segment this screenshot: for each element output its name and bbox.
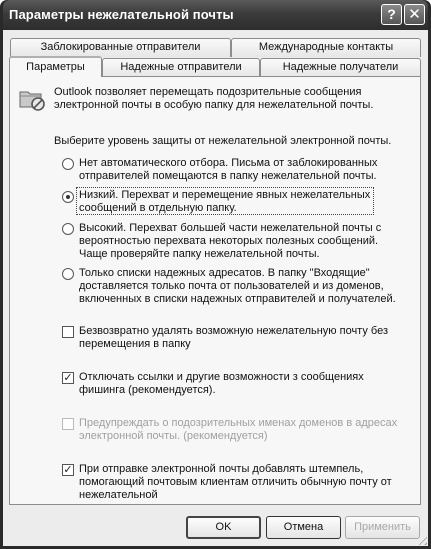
option-line: доставляется только почта от пользователей и из доменов, bbox=[79, 280, 384, 292]
option-line: электронной почты. (рекомендуется) bbox=[79, 430, 268, 442]
option-line: фишинга (рекомендуется). bbox=[79, 384, 216, 396]
option-line: перемещения в папку bbox=[79, 338, 191, 350]
checkbox-disable-phishing-label[interactable] bbox=[79, 371, 364, 397]
tab-label: Параметры bbox=[26, 61, 85, 73]
option-line: При отправке электронной почты добавлять штемпель, bbox=[79, 463, 364, 475]
radio-no-filter[interactable] bbox=[62, 158, 74, 170]
option-line: Только списки надежных адресатов. В папку "Входящие" bbox=[79, 267, 370, 279]
tab-label: Надежные отправители bbox=[120, 61, 242, 73]
tab-options[interactable] bbox=[9, 56, 102, 77]
cancel-button[interactable]: Отмена bbox=[266, 516, 341, 539]
radio-safe-lists-only[interactable] bbox=[62, 268, 74, 280]
option-line: Предупреждать о подозрительных именах доменов в адресах bbox=[79, 417, 398, 429]
radio-high[interactable] bbox=[62, 223, 74, 235]
help-button[interactable]: ? bbox=[381, 4, 402, 25]
radio-low[interactable] bbox=[62, 191, 74, 203]
checkbox-permanently-delete-label[interactable] bbox=[79, 325, 388, 351]
ok-button[interactable]: OK bbox=[186, 516, 261, 539]
option-line: нежелательной bbox=[79, 489, 158, 501]
checkbox-disable-phishing-links[interactable]: ✓ bbox=[63, 372, 73, 384]
tab-label: Международные контакты bbox=[258, 41, 394, 53]
title-bar[interactable] bbox=[3, 0, 428, 30]
folder-block-icon bbox=[19, 87, 47, 111]
radio-safe-lists-label[interactable] bbox=[79, 267, 396, 306]
checkbox-add-postmark[interactable]: ✓ bbox=[63, 464, 73, 476]
option-line: Безвозвратно удалять возможную нежелательную почту без bbox=[79, 325, 388, 337]
intro-line: Outlook позволяет перемещать подозрительные сообщения bbox=[54, 86, 362, 98]
option-line: Отключать ссылки и другие возможности з сообщениях bbox=[79, 371, 364, 383]
window-title: Параметры нежелательной почты bbox=[9, 7, 234, 22]
checkbox-add-postmark-label[interactable] bbox=[79, 463, 392, 502]
checkbox-warn-domains-label bbox=[79, 417, 397, 443]
radio-low-label[interactable] bbox=[79, 189, 370, 215]
tab-international[interactable] bbox=[231, 38, 421, 57]
tab-label: Заблокированные отправители bbox=[40, 41, 201, 53]
option-line: Чаще проверяйте папку нежелательной почты. bbox=[79, 248, 320, 260]
tab-label: Надежные получатели bbox=[282, 61, 399, 73]
option-line: сообщений в отдельную папку. bbox=[79, 202, 237, 214]
intro-line: электронной почты в особую папку для нежелательной почты. bbox=[54, 99, 374, 111]
option-line: отправителей помещаются в папку нежелательной почты. bbox=[79, 170, 377, 182]
checkbox-permanently-delete[interactable] bbox=[62, 326, 74, 338]
tab-safe-recipients[interactable] bbox=[260, 58, 421, 77]
option-line: помогающий почтовым клиентам отличить обычную почту от bbox=[79, 476, 392, 488]
option-line: Высокий. Перехват большей части нежелательной почты с bbox=[79, 222, 382, 234]
tab-safe-senders[interactable] bbox=[102, 58, 260, 77]
close-button[interactable]: ✕ bbox=[404, 4, 425, 25]
option-line: Низкий. Перехват и перемещение явных нежелательных bbox=[79, 189, 371, 201]
option-line: Нет автоматического отбора. Письма от заблокированных bbox=[79, 157, 378, 169]
tab-blocked-senders[interactable] bbox=[10, 38, 231, 57]
intro-text bbox=[54, 86, 373, 112]
protection-level-prompt: Выберите уровень защиты от нежелательной электронной почты. bbox=[54, 135, 392, 147]
checkbox-warn-domains[interactable] bbox=[62, 418, 74, 430]
option-line: включенных в списки надежных отправителей и получателей. bbox=[79, 293, 396, 305]
option-line: вероятностью перехвата некоторых полезных сообщений. bbox=[79, 235, 379, 247]
dialog-client-area bbox=[3, 30, 428, 546]
options-panel bbox=[9, 76, 421, 505]
radio-high-label[interactable] bbox=[79, 222, 381, 261]
apply-button[interactable]: Применить bbox=[345, 516, 420, 539]
radio-no-filter-label[interactable] bbox=[79, 157, 377, 183]
